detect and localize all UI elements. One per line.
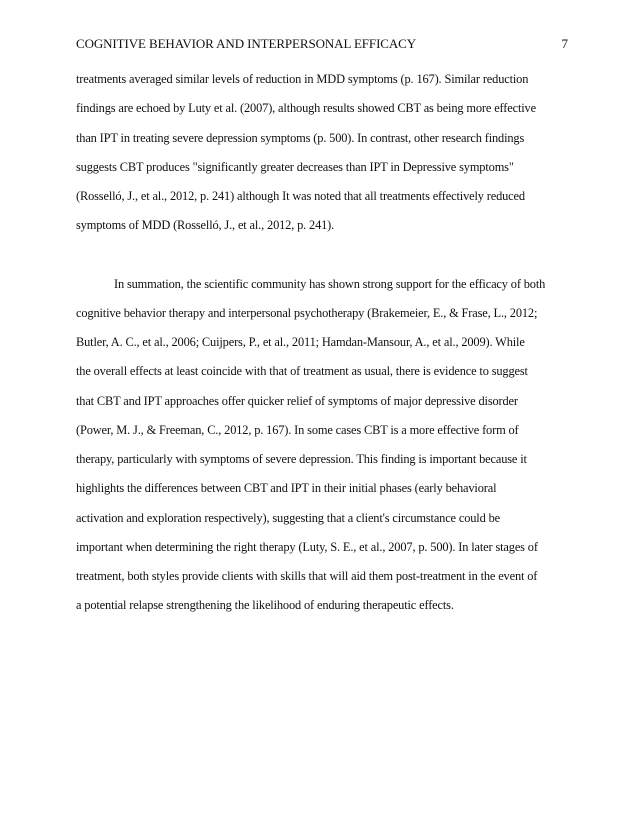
- text-line: important when determining the right therapy (Luty, S. E., et al., 2007, p. 500). In later stages of: [76, 539, 538, 554]
- text-line: Butler, A. C., et al., 2006; Cuijpers, P., et al., 2011; Hamdan-Mansour, A., et al., 2009). While: [76, 335, 525, 349]
- text-line: the overall effects at least coincide with that of treatment as usual, there is evidence to suggest: [76, 364, 528, 379]
- text-line: (Rosselló, J., et al., 2012, p. 241) although It was noted that all treatments effectively reduced: [76, 189, 525, 203]
- text-line: activation and exploration respectively), suggesting that a client's circumstance could be: [76, 510, 500, 525]
- page-number: 7: [561, 36, 568, 51]
- text-line: therapy, particularly with symptoms of severe depression. This finding is important because it: [76, 452, 527, 466]
- body-text: [76, 70, 576, 626]
- paragraph-2: [76, 275, 576, 626]
- text-line: a potential relapse strengthening the likelihood of enduring therapeutic effects.: [76, 598, 454, 613]
- text-line: than IPT in treating severe depression symptoms (p. 500). In contrast, other research findings: [76, 130, 525, 145]
- text-line: (Power, M. J., & Freeman, C., 2012, p. 167). In some cases CBT is a more effective form of: [76, 422, 519, 437]
- text-line: findings are echoed by Luty et al. (2007), although results showed CBT as being more effective: [76, 101, 536, 116]
- running-header: [76, 36, 568, 54]
- text-line: suggests CBT produces "significantly greater decreases than IPT in Depressive symptoms": [76, 159, 514, 174]
- running-head-title: COGNITIVE BEHAVIOR AND INTERPERSONAL EFFICACY: [76, 36, 417, 51]
- text-line: cognitive behavior therapy and interpersonal psychotherapy (Brakemeier, E., & Frase, L., 2012;: [76, 305, 538, 320]
- text-line: symptoms of MDD (Rosselló, J., et al., 2012, p. 241).: [76, 218, 335, 233]
- text-line: In summation, the scientific community has shown strong support for the efficacy of both: [114, 276, 546, 291]
- text-line: that CBT and IPT approaches offer quicker relief of symptoms of major depressive disorder: [76, 393, 518, 408]
- text-line: treatment, both styles provide clients with skills that will aid them post-treatment in the event of: [76, 569, 538, 583]
- text-line: highlights the differences between CBT and IPT in their initial phases (early behavioral: [76, 481, 497, 496]
- paragraph-spacer: [76, 246, 576, 275]
- text-line: treatments averaged similar levels of reduction in MDD symptoms (p. 167). Similar reduction: [76, 72, 529, 86]
- paragraph-1: [76, 70, 576, 246]
